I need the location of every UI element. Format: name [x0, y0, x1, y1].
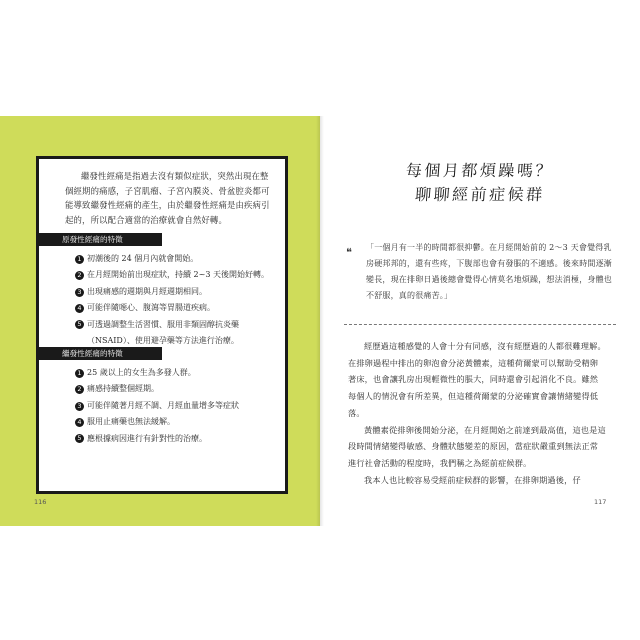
- primary-features-list: [75, 251, 285, 349]
- list-item: 1 初潮後的 24 個月內就會開始。: [75, 251, 285, 267]
- number-badge: 4: [75, 304, 84, 313]
- info-box: [36, 156, 288, 494]
- list-item: 5 應根據病因進行有針對性的治療。: [75, 431, 285, 447]
- list-item: 1 25 歲以上的女生為多發人群。: [75, 365, 285, 381]
- quote-text: 「一個月有一半的時間都很抑鬱。在月經開始前的 2～3 天會覺得乳房硬邦邦的，還有些疼，下腹部也會有發脹的不適感。後來時間逐漸變長，現在排卵日過後總會覺得心情莫名地煩躁，想法消極，身體也不舒服，真的很痛苦。」: [366, 243, 612, 300]
- list-item: 2 在月經開始前出現症狀，持續 2~3 天後開始好轉。: [75, 267, 285, 283]
- speech-bubble-icon: ❝: [346, 246, 352, 259]
- list-item: 3 可能伴隨著月經不調、月經血量增多等症狀: [75, 398, 285, 414]
- number-badge: 3: [75, 402, 84, 411]
- right-page-number: 117: [594, 498, 607, 506]
- number-badge: 1: [75, 255, 84, 264]
- body-paragraph: 經歷過這種感覺的人會十分有同感，沒有經歷過的人都很難理解。在排卵過程中排出的卵泡會分泌黃體素，這種荷爾蒙可以幫助受精卵著床，也會讓乳房出現輕微性的脹大，同時還會引起消化不良。雖然每個人的情況會有所差異，但這種荷爾蒙的分泌確實會讓情緒變得低落。: [348, 341, 606, 418]
- secondary-features-list: [75, 365, 285, 447]
- chapter-title-line-2: 聊聊經前症候群: [414, 185, 546, 204]
- left-page-number: 116: [34, 498, 47, 506]
- list-item: 2 痛感持續整個經期。: [75, 381, 285, 397]
- book-gutter: [316, 116, 324, 526]
- number-badge: 5: [75, 434, 84, 443]
- list-item: 4 可能伴隨噁心、腹瀉等胃腸道疾病。: [75, 300, 285, 316]
- list-item: 4 服用止痛藥也無法緩解。: [75, 414, 285, 430]
- number-badge: 2: [75, 271, 84, 280]
- primary-dysmenorrhea-heading: 原發性經痛的特徵: [36, 233, 162, 246]
- number-badge: 4: [75, 418, 84, 427]
- number-badge: 1: [75, 369, 84, 378]
- number-badge: 2: [75, 385, 84, 394]
- number-badge: 5: [75, 320, 84, 329]
- list-item: 3 出現痛感的週期與月經週期相同。: [75, 284, 285, 300]
- intro-paragraph: 繼發性經痛是指過去沒有類似症狀，突然出現在整個經期的痛感，子宮肌瘤、子宮內膜炎、骨盆腔炎都可能導致繼發性經痛的產生，由於繼發性經痛是由疾病引起的，所以配合適當的治療就會自然好轉。: [65, 171, 270, 225]
- secondary-dysmenorrhea-heading: 繼發性經痛的特徵: [36, 347, 162, 360]
- body-paragraph: 黃體素從排卵後開始分泌，在月經開始之前達到最高值，這也是這段時間情緒變得敏感、身體狀態變差的原因，當症狀嚴重到無法正常進行社會活動的程度時，我們稱之為經前症候群。: [348, 424, 606, 468]
- body-paragraph: 我本人也比較容易受經前症候群的影響，在排卵期過後，仔: [364, 474, 581, 485]
- list-item: 5 可透過調整生活習慣、服用非類固醇抗炎藥: [75, 317, 285, 333]
- quote-block: [344, 240, 616, 325]
- body-text: [348, 338, 606, 488]
- number-badge: 3: [75, 288, 84, 297]
- chapter-title-line-1: 每個月都煩躁嗎？: [405, 161, 555, 180]
- list-item-continuation: （NSAID）、使用避孕藥等方法進行治療。: [87, 336, 239, 346]
